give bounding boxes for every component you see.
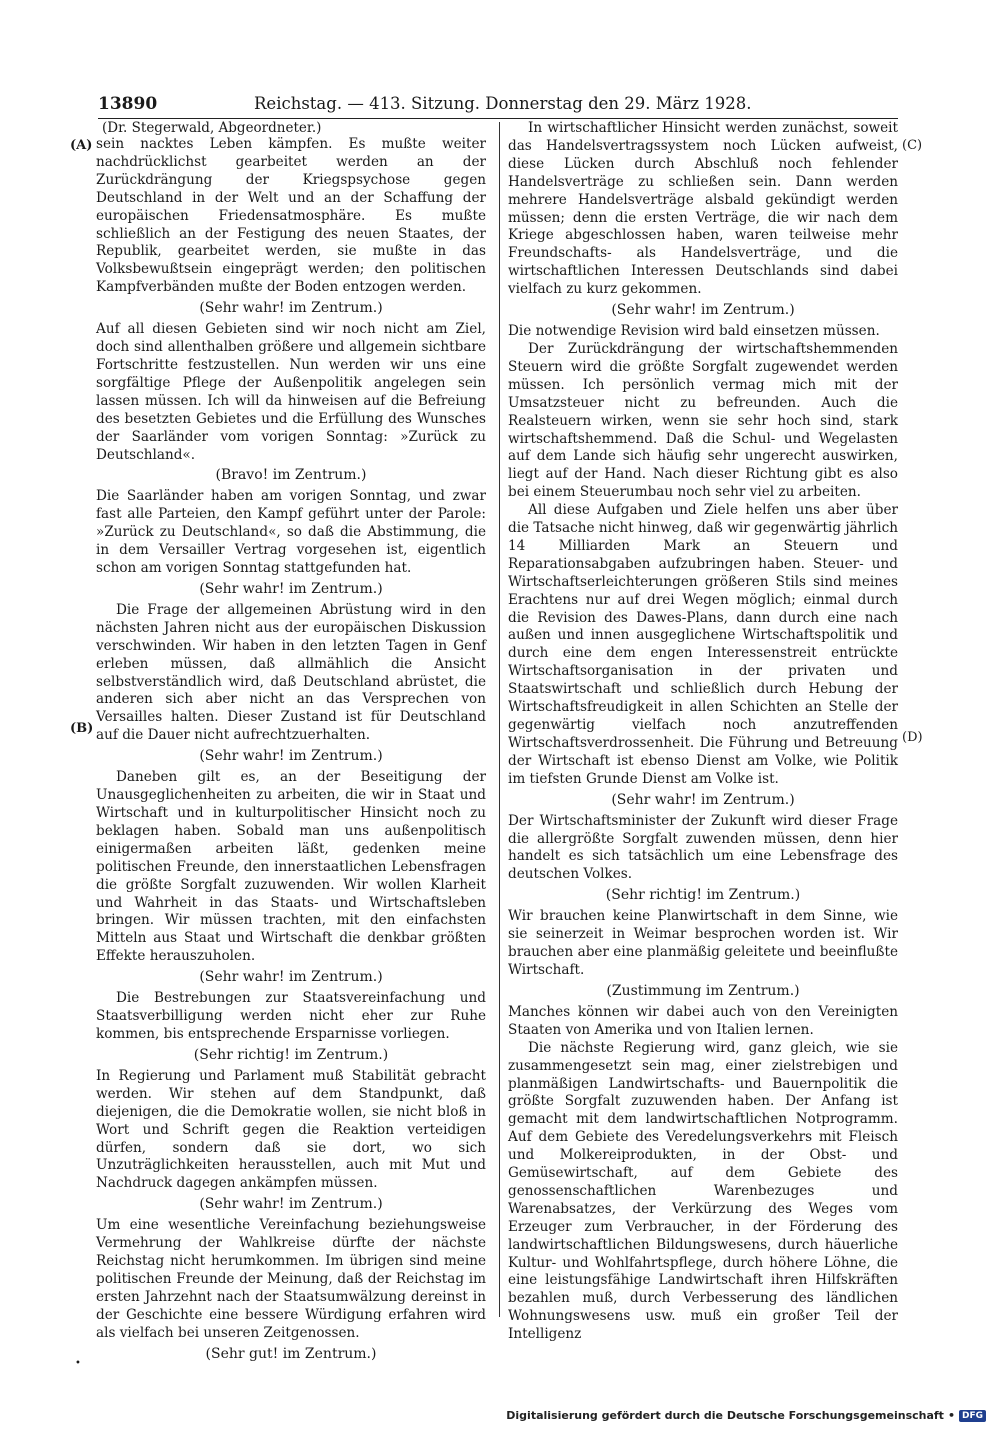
margin-dot: • <box>75 1358 81 1369</box>
speaker-line: (Dr. Stegerwald, Abgeordneter.) <box>102 120 322 136</box>
paragraph: All diese Aufgaben und Ziele helfen uns aber über die Tatsache nicht hinweg, daß wir gegenwärtig jährlich 14 Milliarden Mark an Steuern und Reparationsabgaben aufzubringen haben. Steuer- und Wirtschaftserleichterungen größeren Stils sind meines Erachtens nur auf drei Wegen möglich; einmal durch die Revision des Dawes-Plans, dann durch eine nach außen und innen ausgeglichene Wirtschaftspolitik und durch eine dem engen Interessenstreit entrückte Wirtschaftsorganisation in der privaten und Staatswirtschaft und schließlich durch Hebung der Wirtschaftsfreudigkeit in allen Schichten an Stelle der gegenwärtig vielfach noch anzutreffenden Wirtschaftsverdrossenheit. Die Führung und Betreuung der Wirtschaft ist ebenso Dienst am Volke, wie Politik im tiefsten Grunde Dienst am Volke ist. <box>508 502 898 787</box>
left-column <box>96 120 486 1367</box>
paragraph: sein nacktes Leben kämpfen. Es mußte weiter nachdrücklichst gearbeitet werden an der Zurückdrängung der Kriegspsychose gegen Deutschland in der Welt und an der Schaffung der europäischen Friedensatmosphäre. Es mußte schließlich an der Festigung des neuen Staates, der Republik, gearbeitet werden, sie mußte in das Volksbewußtsein eingeprägt werden; den politischen Kampfverbänden mußte der Boden entzogen werden. <box>96 136 486 296</box>
dfg-logo: DFG <box>959 1410 986 1422</box>
paragraph: Daneben gilt es, an der Beseitigung der Unausgeglichenheiten zu arbeiten, die wir in Staat und Wirtschaft und in kulturpolitischer Hinsicht noch zu beklagen haben. Sobald man uns außenpolitisch einigermaßen arbeiten läßt, gedenken meine politischen Freunde, den innerstaatlichen Lebensfragen die größte Sorgfalt zuzuwenden. Wir wollen Klarheit und Wahrheit in das Staats- und Wirtschaftsleben bringen. Wir müssen trachten, mit den einfachsten Mitteln aus Staat und Wirtschaft die denkbar größten Effekte herauszuholen. <box>96 769 486 965</box>
separator-icon: • <box>947 1409 955 1422</box>
paragraph: Der Wirtschaftsminister der Zukunft wird dieser Frage die allergrößte Sorgfalt zuwenden müssen, denn hier handelt es sich tatsächlich um eine Lebensfrage des deutschen Volkes. <box>508 812 898 883</box>
paragraph: Die Frage der allgemeinen Abrüstung wird in den nächsten Jahren nicht aus der europäischen Diskussion verschwinden. Wir haben in den letzten Tagen in Genf erleben müssen, daß allmählich die Ansicht selbstverständlich wird, daß Deutschland abrüstet, die anderen sich aber nicht an das Versprechen von Versailles halten. Dieser Zustand ist für Deutschland auf die Dauer nicht aufrechtzuerhalten. <box>96 601 486 744</box>
page-number: 13890 <box>98 94 158 114</box>
reaction-line: (Sehr richtig! im Zentrum.) <box>605 887 801 904</box>
paragraph: Die notwendige Revision wird bald einsetzen müssen. <box>508 323 880 340</box>
margin-marker-b: (B) <box>70 721 94 736</box>
paragraph: Auf all diesen Gebieten sind wir noch nicht am Ziel, doch sind allenthalben größere und allgemein sichtbare Fortschritte festzustellen. Nun werden wir uns eine sorgfältige Pflege der Außenpolitik angelegen sein lassen müssen. Ich will da hinweisen auf die Befreiung des besetzten Gebietes und die Erfüllung des Wunsches der Saarländer vom vorigen Sonntag: »Zurück zu Deutschland«. <box>96 321 486 463</box>
reaction-line: (Bravo! im Zentrum.) <box>215 467 367 484</box>
reaction-line: (Sehr wahr! im Zentrum.) <box>611 791 795 808</box>
running-head: Reichstag. — 413. Sitzung. Donnerstag den 29. März 1928. <box>254 94 752 113</box>
right-column-text <box>508 120 898 1344</box>
reaction-line: (Sehr gut! im Zentrum.) <box>205 1345 377 1362</box>
margin-marker-c: (C) <box>902 138 923 153</box>
reaction-line: (Sehr wahr! im Zentrum.) <box>611 302 795 319</box>
reaction-line: (Sehr wahr! im Zentrum.) <box>199 1196 383 1213</box>
paragraph: Die Bestrebungen zur Staatsvereinfachung und Staatsverbilligung werden nicht eher zur Ruhe kommen, bis entsprechende Ersparnisse vorliegen. <box>96 990 486 1042</box>
margin-marker-d: (D) <box>902 730 923 745</box>
margin-marker-a: (A) <box>70 138 93 153</box>
reaction-line: (Zustimmung im Zentrum.) <box>606 982 800 999</box>
reaction-line: (Sehr richtig! im Zentrum.) <box>193 1046 389 1063</box>
paragraph: Manches können wir dabei auch von den Vereinigten Staaten von Amerika und von Italien lernen. <box>508 1003 898 1038</box>
reaction-line: (Sehr wahr! im Zentrum.) <box>199 748 383 765</box>
page-header <box>98 94 898 119</box>
column-divider <box>499 122 500 1317</box>
paragraph: Wir brauchen keine Planwirtschaft in dem Sinne, wie sie seinerzeit in Weimar besprochen worden ist. Wir brauchen aber eine planmäßig geleitete und beeinflußte Wirtschaft. <box>508 908 898 978</box>
reaction-line: (Sehr wahr! im Zentrum.) <box>199 300 383 317</box>
paragraph: Die nächste Regierung wird, ganz gleich, wie sie zusammengesetzt sein mag, einer zielstrebigen und planmäßigen Landwirtschafts- und Bauernpolitik die größte Sorgfalt zuzuwenden haben. Der Anfang ist gemacht mit dem landwirtschaftlichen Notprogramm. Auf dem Gebiete des Veredelungsverkehrs mit Fleisch und Molkereiprodukten, in der Obst- und Gemüsewirtschaft, auf dem Gebiete des genossenschaftlichen Warenbezuges und Warenabsatzes, der Verkürzung des Weges vom Erzeuger zum Verbraucher, in der Förderung des landwirtschaftlichen Bildungswesens, durch häuerliche Kultur- und Wohlfahrtspflege, durch höhere Löhne, die eine leistungsfähige Landwirtschaft ihren Hilfskräften bezahlen muß, durch Verbesserung des ländlichen Wohnungswesens usw. muß ein großer Teil der Intelligenz <box>508 1039 898 1343</box>
paragraph: Die Saarländer haben am vorigen Sonntag, und zwar fast alle Parteien, den Kampf geführt unter der Parole: »Zurück zu Deutschland«, so daß die Abstimmung, die in dem Versailler Vertrag vorgesehen ist, eigentlich schon am vorigen Sonntag stattgefunden hat. <box>96 488 486 577</box>
paragraph: In Regierung und Parlament muß Stabilität gebracht werden. Wir stehen auf dem Standpunkt, daß diejenigen, die die Demokratie wollen, sie nicht bloß in Wort und Schrift gegen die Reaktion verteidigen dürfen, sondern daß sie dort, wo sich Unzuträglichkeiten herausstellen, auch mit Mut und Nachdruck dagegen ankämpfen müssen. <box>96 1067 486 1192</box>
left-column-text <box>96 136 486 1364</box>
footer-credit <box>506 1409 986 1422</box>
right-column <box>508 120 898 1344</box>
reaction-line: (Sehr wahr! im Zentrum.) <box>199 580 383 597</box>
paragraph: In wirtschaftlicher Hinsicht werden zunächst, soweit das Handelsvertragssystem noch Lücken aufweist, diese Lücken durch Abschluß noch fehlender Handelsverträge zu schließen sein. Dann werden mehrere Handelsverträge alsbald gekündigt werden müssen; denn die ersten Verträge, die wir nach dem Kriege abgeschlossen haben, waren teilweise mehr Freundschafts- als Handelsverträge, und die wirtschaftlichen Interessen Deutschlands sind dabei vielfach zu kurz gekommen. <box>508 120 898 298</box>
paragraph: Der Zurückdrängung der wirtschaftshemmenden Steuern wird die größte Sorgfalt zugewendet werden müssen. Ich persönlich vermag mich mit der Umsatzsteuer nicht zu befreunden. Auch die Realsteuern wirken, wenn sie sehr hoch sind, stark wirtschaftshemmend. Daß die Schul- und Wegelasten auf dem Lande sich häufig sehr ungerecht auswirken, liegt auf der Hand. Nach dieser Richtung gibt es also bei einem Steuerumbau noch sehr viel zu arbeiten. <box>508 340 898 501</box>
reaction-line: (Sehr wahr! im Zentrum.) <box>199 969 383 986</box>
footer-credit-text: Digitalisierung gefördert durch die Deutsche Forschungsgemeinschaft <box>506 1409 944 1422</box>
paragraph: Um eine wesentliche Vereinfachung beziehungsweise Vermehrung der Wahlkreise dürfte der nächste Reichstag nicht herumkommen. Im übrigen sind meine politischen Freunde der Meinung, daß der Reichstag im ersten Jahrzehnt nach der Staatsumwälzung dereinst in der Geschichte eine bessere Würdigung erfahren wird als vielfach bei unseren Zeitgenossen. <box>96 1217 486 1341</box>
